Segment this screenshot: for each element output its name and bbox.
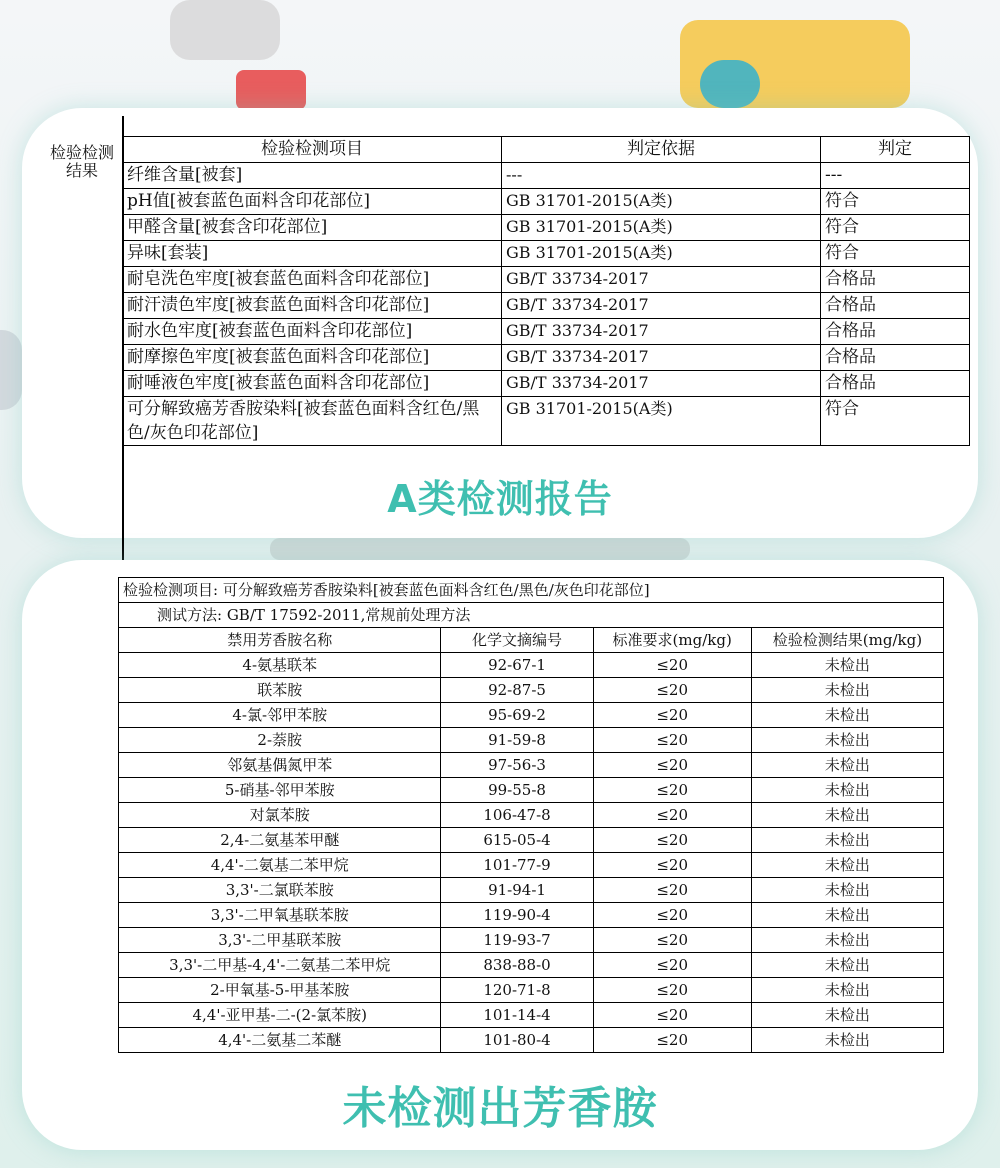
cell-standard: ≤20 [593, 678, 751, 703]
cell-standard: ≤20 [593, 778, 751, 803]
table-row [123, 241, 970, 267]
cell-result: 未检出 [751, 803, 943, 828]
cell-cas-number: 92-67-1 [441, 653, 593, 678]
cell-result: 未检出 [751, 853, 943, 878]
cell-amine-name: 3,3'-二甲氧基联苯胺 [119, 903, 441, 928]
cell-basis: GB/T 33734-2017 [502, 371, 821, 397]
table-row [119, 903, 944, 928]
cell-item: 异味[套装] [123, 241, 502, 267]
table-row [123, 215, 970, 241]
cell-standard: ≤20 [593, 653, 751, 678]
cell-amine-name: 邻氨基偶氮甲苯 [119, 753, 441, 778]
header-basis: 判定依据 [502, 137, 821, 163]
cell-amine-name: 联苯胺 [119, 678, 441, 703]
cell-cas-number: 120-71-8 [441, 978, 593, 1003]
cell-cas-number: 92-87-5 [441, 678, 593, 703]
cell-item: 耐唾液色牢度[被套蓝色面料含印花部位] [123, 371, 502, 397]
cell-result: 未检出 [751, 1003, 943, 1028]
table-row [119, 953, 944, 978]
header-result: 检验检测结果(mg/kg) [751, 628, 943, 653]
cell-amine-name: 4,4'-二氨基二苯甲烷 [119, 853, 441, 878]
cell-result: 未检出 [751, 953, 943, 978]
cell-standard: ≤20 [593, 753, 751, 778]
cell-item: 耐汗渍色牢度[被套蓝色面料含印花部位] [123, 293, 502, 319]
cell-result: 未检出 [751, 978, 943, 1003]
cell-item: 耐皂洗色牢度[被套蓝色面料含印花部位] [123, 267, 502, 293]
table-row [119, 1028, 944, 1053]
cell-judgment: 合格品 [821, 371, 970, 397]
cell-basis: GB 31701-2015(A类) [502, 215, 821, 241]
table-row [123, 293, 970, 319]
cell-amine-name: 4,4'-二氨基二苯醚 [119, 1028, 441, 1053]
cell-result: 未检出 [751, 778, 943, 803]
table-row [123, 319, 970, 345]
cell-judgment: 合格品 [821, 267, 970, 293]
cell-result: 未检出 [751, 678, 943, 703]
cell-standard: ≤20 [593, 878, 751, 903]
cell-result: 未检出 [751, 928, 943, 953]
cell-result: 未检出 [751, 753, 943, 778]
cell-standard: ≤20 [593, 953, 751, 978]
cell-judgment: 符合 [821, 215, 970, 241]
cell-standard: ≤20 [593, 853, 751, 878]
cell-standard: ≤20 [593, 703, 751, 728]
cell-item: 耐摩擦色牢度[被套蓝色面料含印花部位] [123, 345, 502, 371]
table-row [119, 1003, 944, 1028]
table-row [123, 397, 970, 446]
cell-judgment: 合格品 [821, 293, 970, 319]
cell-amine-name: 2-甲氧基-5-甲基苯胺 [119, 978, 441, 1003]
cell-standard: ≤20 [593, 928, 751, 953]
header-standard: 标准要求(mg/kg) [593, 628, 751, 653]
cell-judgment: 合格品 [821, 319, 970, 345]
cell-standard: ≤20 [593, 1028, 751, 1053]
cell-amine-name: 2-萘胺 [119, 728, 441, 753]
inspection-items-table [122, 136, 970, 446]
table-row [119, 778, 944, 803]
table-row [119, 878, 944, 903]
cell-cas-number: 101-77-9 [441, 853, 593, 878]
cell-standard: ≤20 [593, 728, 751, 753]
background-illustration [270, 538, 690, 560]
cell-standard: ≤20 [593, 903, 751, 928]
background-illustration [700, 60, 760, 108]
cell-basis: GB 31701-2015(A类) [502, 189, 821, 215]
cell-item: pH值[被套蓝色面料含印花部位] [123, 189, 502, 215]
cell-amine-name: 4,4'-亚甲基-二-(2-氯苯胺) [119, 1003, 441, 1028]
table-row [119, 653, 944, 678]
table-row [123, 345, 970, 371]
cell-amine-name: 4-氯-邻甲苯胺 [119, 703, 441, 728]
cell-amine-name: 4-氨基联苯 [119, 653, 441, 678]
result-stub-label: 检验检测 结果 [49, 143, 114, 180]
cell-amine-name: 2,4-二氨基苯甲醚 [119, 828, 441, 853]
header-cas-number: 化学文摘编号 [441, 628, 593, 653]
cell-item: 甲醛含量[被套含印花部位] [123, 215, 502, 241]
table-row [119, 678, 944, 703]
cell-standard: ≤20 [593, 1003, 751, 1028]
cell-basis: GB/T 33734-2017 [502, 345, 821, 371]
cell-cas-number: 99-55-8 [441, 778, 593, 803]
cell-item: 耐水色牢度[被套蓝色面料含印花部位] [123, 319, 502, 345]
cell-basis: GB/T 33734-2017 [502, 267, 821, 293]
cell-judgment: 符合 [821, 189, 970, 215]
cell-cas-number: 119-90-4 [441, 903, 593, 928]
table-row [123, 371, 970, 397]
header-item: 检验检测项目 [123, 137, 502, 163]
cell-cas-number: 101-80-4 [441, 1028, 593, 1053]
cell-result: 未检出 [751, 653, 943, 678]
table-header-row [119, 628, 944, 653]
table-row [119, 703, 944, 728]
header-judgment: 判定 [821, 137, 970, 163]
table-border-line [122, 116, 124, 138]
item-line-row [119, 578, 944, 603]
section-title-no-amines: 未检测出芳香胺 [342, 1083, 658, 1134]
table-row [119, 803, 944, 828]
cell-judgment: 符合 [821, 397, 970, 446]
cell-standard: ≤20 [593, 978, 751, 1003]
method-line-row [119, 603, 944, 628]
cell-basis: GB/T 33734-2017 [502, 293, 821, 319]
cell-basis: GB 31701-2015(A类) [502, 397, 821, 446]
table-row [123, 189, 970, 215]
cell-result: 未检出 [751, 878, 943, 903]
background-illustration [0, 330, 22, 410]
cell-cas-number: 119-93-7 [441, 928, 593, 953]
background-illustration [170, 0, 280, 60]
cell-cas-number: 101-14-4 [441, 1003, 593, 1028]
cell-standard: ≤20 [593, 828, 751, 853]
inspection-item-line: 检验检测项目: 可分解致癌芳香胺染料[被套蓝色面料含红色/黑色/灰色印花部位] [119, 578, 944, 603]
cell-cas-number: 95-69-2 [441, 703, 593, 728]
table-row [119, 753, 944, 778]
cell-cas-number: 838-88-0 [441, 953, 593, 978]
table-row [123, 163, 970, 189]
cell-cas-number: 91-94-1 [441, 878, 593, 903]
table-row [119, 853, 944, 878]
cell-amine-name: 3,3'-二甲基-4,4'-二氨基二苯甲烷 [119, 953, 441, 978]
cell-standard: ≤20 [593, 803, 751, 828]
aromatic-amines-table [118, 577, 944, 1053]
table-row [119, 828, 944, 853]
cell-judgment: --- [821, 163, 970, 189]
cell-cas-number: 615-05-4 [441, 828, 593, 853]
cell-amine-name: 5-硝基-邻甲苯胺 [119, 778, 441, 803]
cell-cas-number: 97-56-3 [441, 753, 593, 778]
test-method-line: 测试方法: GB/T 17592-2011,常规前处理方法 [119, 603, 944, 628]
header-amine-name: 禁用芳香胺名称 [119, 628, 441, 653]
cell-result: 未检出 [751, 903, 943, 928]
cell-amine-name: 3,3'-二氯联苯胺 [119, 878, 441, 903]
table-row [123, 267, 970, 293]
background-illustration [236, 70, 306, 110]
table-row [119, 978, 944, 1003]
cell-judgment: 符合 [821, 241, 970, 267]
table-row [119, 728, 944, 753]
table-header-row [123, 137, 970, 163]
section-title-a-class-report: A类检测报告 [387, 477, 613, 521]
cell-basis: GB 31701-2015(A类) [502, 241, 821, 267]
cell-amine-name: 3,3'-二甲基联苯胺 [119, 928, 441, 953]
cell-cas-number: 106-47-8 [441, 803, 593, 828]
cell-basis: --- [502, 163, 821, 189]
cell-judgment: 合格品 [821, 345, 970, 371]
cell-amine-name: 对氯苯胺 [119, 803, 441, 828]
cell-result: 未检出 [751, 728, 943, 753]
cell-result: 未检出 [751, 828, 943, 853]
cell-result: 未检出 [751, 703, 943, 728]
cell-cas-number: 91-59-8 [441, 728, 593, 753]
table-row [119, 928, 944, 953]
cell-result: 未检出 [751, 1028, 943, 1053]
cell-item: 可分解致癌芳香胺染料[被套蓝色面料含红色/黑色/灰色印花部位] [123, 397, 502, 446]
cell-basis: GB/T 33734-2017 [502, 319, 821, 345]
cell-item: 纤维含量[被套] [123, 163, 502, 189]
